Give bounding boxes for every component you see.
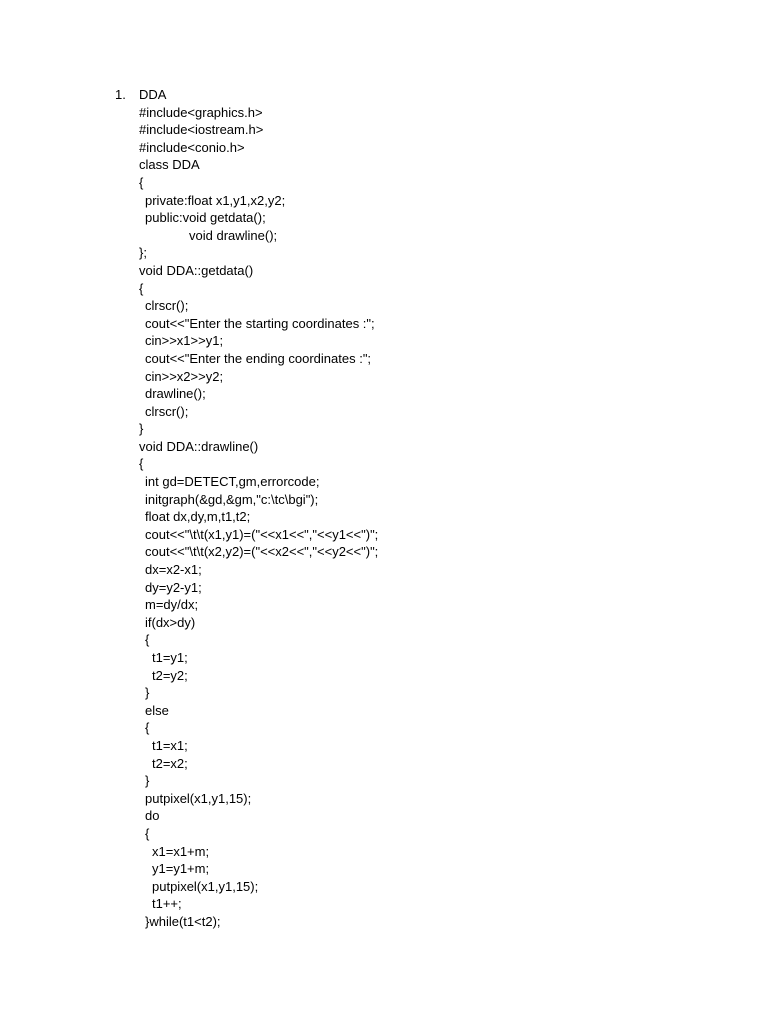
- code-line: putpixel(x1,y1,15);: [145, 790, 252, 806]
- code-line: t1=x1;: [152, 737, 188, 753]
- code-line: {: [139, 280, 144, 296]
- code-line: t2=x2;: [152, 755, 188, 771]
- code-line: cout<<"\t\t(x2,y2)=("<<x2<<","<<y2<<")";: [145, 544, 379, 560]
- code-line: private:float x1,y1,x2,y2;: [145, 192, 286, 208]
- code-line: t1++;: [152, 896, 182, 912]
- code-line: x1=x1+m;: [152, 843, 210, 859]
- code-line: }: [145, 773, 150, 789]
- code-line: do: [145, 808, 160, 824]
- code-line: clrscr();: [145, 403, 189, 419]
- code-line: clrscr();: [145, 298, 189, 314]
- code-line: #include<conio.h>: [139, 139, 245, 155]
- code-line: #include<iostream.h>: [139, 122, 264, 138]
- code-line: int gd=DETECT,gm,errorcode;: [145, 474, 320, 490]
- code-line: class DDA: [139, 157, 200, 173]
- code-line: cin>>x2>>y2;: [145, 368, 224, 384]
- code-line: putpixel(x1,y1,15);: [152, 878, 259, 894]
- section-title: DDA: [139, 87, 167, 102]
- code-line: }: [145, 685, 150, 701]
- code-line: void DDA::getdata(): [139, 262, 254, 278]
- code-line: cout<<"Enter the starting coordinates :";: [145, 315, 375, 331]
- code-line: };: [139, 245, 147, 261]
- code-line: drawline();: [145, 386, 206, 402]
- code-line: cout<<"Enter the ending coordinates :";: [145, 350, 372, 366]
- code-line: {: [145, 720, 150, 736]
- code-line: cout<<"\t\t(x1,y1)=("<<x1<<","<<y1<<")";: [145, 526, 379, 542]
- code-line: if(dx>dy): [145, 614, 196, 630]
- code-line: {: [145, 632, 150, 648]
- code-line: {: [139, 174, 144, 190]
- code-line: t1=y1;: [152, 650, 188, 665]
- code-line: initgraph(&gd,&gm,"c:\tc\bgi");: [145, 491, 319, 507]
- list-item-number: 1.: [115, 87, 126, 102]
- code-line: y1=y1+m;: [152, 861, 210, 877]
- code-line: dy=y2-y1;: [145, 579, 202, 595]
- code-line: #include<graphics.h>: [139, 104, 263, 120]
- code-line: cin>>x1>>y1;: [145, 333, 224, 349]
- code-line: {: [139, 456, 144, 472]
- code-line: }: [139, 421, 144, 437]
- code-block: [139, 86, 699, 931]
- code-line: }while(t1<t2);: [145, 913, 221, 929]
- code-line: t2=y2;: [152, 667, 188, 683]
- code-line: else: [145, 702, 169, 718]
- code-line: dx=x2-x1;: [145, 562, 202, 578]
- code-line: public:void getdata();: [145, 210, 266, 226]
- code-line: {: [145, 825, 150, 841]
- code-line: void drawline();: [189, 227, 278, 243]
- code-line: void DDA::drawline(): [139, 438, 259, 454]
- code-line: float dx,dy,m,t1,t2;: [145, 509, 251, 525]
- code-line: m=dy/dx;: [145, 597, 199, 613]
